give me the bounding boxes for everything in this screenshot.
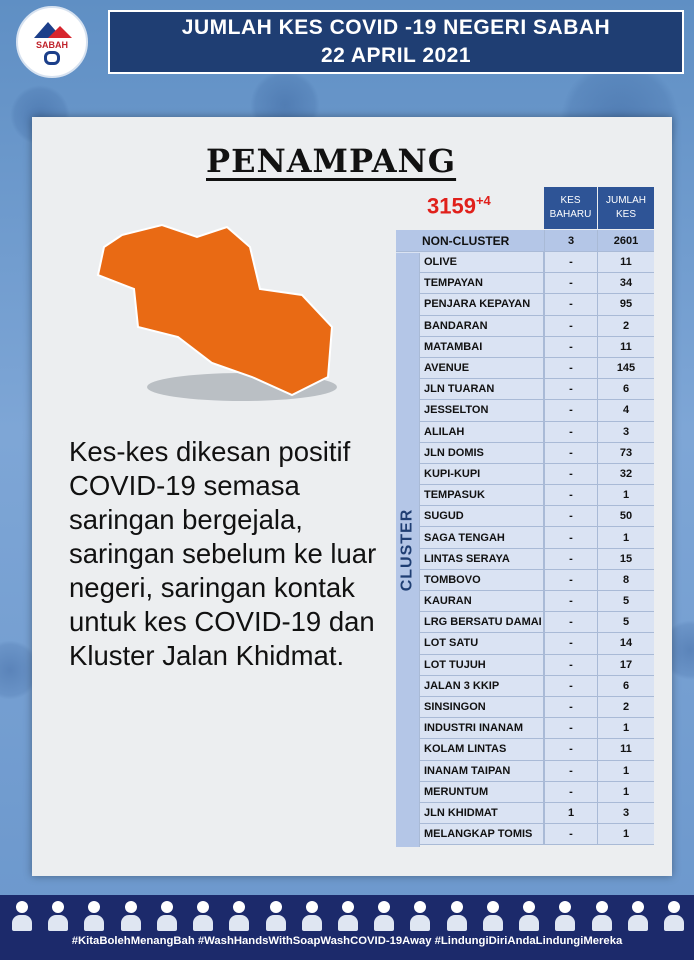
mountain-icon (30, 20, 74, 40)
frontliner-person-icon (370, 899, 398, 933)
new-cases: - (544, 379, 597, 399)
title-banner (108, 10, 684, 74)
table-row (396, 697, 654, 718)
total-cases-cell: 14 (597, 633, 654, 653)
column-header-kes-baharu: KES BAHARU (544, 187, 597, 229)
total-cases-cell: 11 (597, 252, 654, 272)
table-row (396, 824, 654, 845)
main-panel (32, 117, 672, 876)
footer-banner (0, 895, 694, 960)
cluster-name: MELANGKAP TOMIS (396, 824, 544, 844)
cluster-name: BANDARAN (396, 316, 544, 336)
cluster-name: SAGA TENGAH (396, 527, 544, 547)
total-cases-cell: 2 (597, 316, 654, 336)
frontliner-person-icon (479, 899, 507, 933)
new-cases: - (544, 400, 597, 420)
total-cases-cell: 3 (597, 422, 654, 442)
frontliner-person-icon (189, 899, 217, 933)
table-row (396, 252, 654, 273)
table-row (396, 464, 654, 485)
table-row (396, 633, 654, 654)
new-cases: - (544, 824, 597, 844)
cluster-name: KUPI-KUPI (396, 464, 544, 484)
cluster-name: MATAMBAI (396, 337, 544, 357)
frontliner-person-icon (8, 899, 36, 933)
total-cases-cell: 17 (597, 655, 654, 675)
table-row (396, 739, 654, 760)
table-row (396, 718, 654, 739)
frontliner-person-icon (588, 899, 616, 933)
frontliner-person-icon (262, 899, 290, 933)
hashtags: #KitaBolehMenangBah #WashHandsWithSoapWashCOVID-19Away #LindungiDiriAndaLindungiMereka (71, 935, 623, 947)
cluster-name: KAURAN (396, 591, 544, 611)
logo-emblem-icon (44, 51, 60, 65)
total-cases-cell: 15 (597, 549, 654, 569)
cluster-name: KOLAM LINTAS (396, 739, 544, 759)
cluster-name: TEMPASUK (396, 485, 544, 505)
frontliner-person-icon (153, 899, 181, 933)
table-row (396, 358, 654, 379)
table-row (396, 527, 654, 548)
table-row (396, 485, 654, 506)
total-cases-cell: 1 (597, 761, 654, 781)
table-row (396, 294, 654, 315)
new-cases: - (544, 506, 597, 526)
table-row (396, 337, 654, 358)
total-cases-cell: 1 (597, 782, 654, 802)
table-row (396, 612, 654, 633)
cluster-name: TOMBOVO (396, 570, 544, 590)
cluster-name: JLN TUARAN (396, 379, 544, 399)
table-row (396, 422, 654, 443)
frontliner-person-icon (225, 899, 253, 933)
total-cases-cell: 73 (597, 443, 654, 463)
page-title: JUMLAH KES COVID -19 NEGERI SABAH (181, 16, 611, 39)
total-cases-cell: 34 (597, 273, 654, 293)
new-cases: 3 (544, 230, 597, 251)
new-cases: - (544, 591, 597, 611)
frontliner-person-icon (624, 899, 652, 933)
cluster-name: SUGUD (396, 506, 544, 526)
cluster-name: INANAM TAIPAN (396, 761, 544, 781)
frontliner-person-icon (334, 899, 362, 933)
column-header-jumlah-kes: JUMLAH KES (598, 187, 654, 229)
cluster-name: LRG BERSATU DAMAI (396, 612, 544, 632)
cluster-name: LOT TUJUH (396, 655, 544, 675)
cluster-label: CLUSTER (398, 508, 416, 592)
cluster-name: PENJARA KEPAYAN (396, 294, 544, 314)
table-row (396, 676, 654, 697)
total-cases-cell: 4 (597, 400, 654, 420)
total-cases-cell: 8 (597, 570, 654, 590)
cluster-name: JLN KHIDMAT (396, 803, 544, 823)
total-cases-cell: 6 (597, 676, 654, 696)
new-cases: - (544, 676, 597, 696)
total-cases-cell: 1 (597, 485, 654, 505)
table-row (396, 549, 654, 570)
new-cases: - (544, 464, 597, 484)
new-cases: - (544, 655, 597, 675)
new-cases: - (544, 527, 597, 547)
cluster-name: JLN DOMIS (396, 443, 544, 463)
frontliner-icons (8, 899, 688, 935)
district-title: PENAMPANG (206, 142, 457, 180)
new-cases: - (544, 485, 597, 505)
cluster-name: OLIVE (396, 252, 544, 272)
total-cases-cell: 1 (597, 718, 654, 738)
total-cases-cell: 2601 (597, 230, 654, 251)
new-cases: - (544, 294, 597, 314)
table-row (396, 506, 654, 527)
frontliner-person-icon (515, 899, 543, 933)
cluster-name: LINTAS SERAYA (396, 549, 544, 569)
frontliner-person-icon (117, 899, 145, 933)
new-cases: - (544, 358, 597, 378)
table-row (396, 761, 654, 782)
table-row (396, 591, 654, 612)
new-cases: - (544, 273, 597, 293)
cluster-name: SINSINGON (396, 697, 544, 717)
new-cases: - (544, 316, 597, 336)
new-cases: - (544, 697, 597, 717)
new-cases: - (544, 761, 597, 781)
new-cases: - (544, 718, 597, 738)
table-row (396, 316, 654, 337)
total-cases-cell: 6 (597, 379, 654, 399)
table-row (396, 782, 654, 803)
cluster-name: MERUNTUM (396, 782, 544, 802)
frontliner-person-icon (406, 899, 434, 933)
total-cases-cell: 2 (597, 697, 654, 717)
total-cases-cell: 5 (597, 591, 654, 611)
new-cases: - (544, 782, 597, 802)
table-row (396, 570, 654, 591)
cluster-name: JALAN 3 KKIP (396, 676, 544, 696)
total-cases-cell: 5 (597, 612, 654, 632)
cluster-name: TEMPAYAN (396, 273, 544, 293)
total-cases-cell: 11 (597, 337, 654, 357)
frontliner-person-icon (443, 899, 471, 933)
frontliner-person-icon (298, 899, 326, 933)
cluster-name: AVENUE (396, 358, 544, 378)
logo-text: SABAH (35, 39, 68, 50)
total-cases-cell: 95 (597, 294, 654, 314)
new-cases: - (544, 443, 597, 463)
new-cases: 1 (544, 803, 597, 823)
new-cases: - (544, 252, 597, 272)
table-row-non-cluster (396, 230, 654, 252)
total-new-cases: +4 (475, 193, 491, 208)
total-cases-cell: 3 (597, 803, 654, 823)
description-text: Kes-kes dikesan positif COVID-19 semasa saringan bergejala, saringan sebelum ke luar negeri, saringan kontak untuk kes COVID-19 dan Kluster Jalan Khidmat. (69, 436, 377, 671)
total-cases-cell: 1 (597, 824, 654, 844)
total-cases-cell: 1 (597, 527, 654, 547)
cluster-name: LOT SATU (396, 633, 544, 653)
total-cases-cell: 11 (597, 739, 654, 759)
total-cases-cell: 50 (597, 506, 654, 526)
table-row (396, 379, 654, 400)
table-row (396, 655, 654, 676)
new-cases: - (544, 570, 597, 590)
table-row (396, 400, 654, 421)
frontliner-person-icon (44, 899, 72, 933)
sabah-logo (16, 6, 88, 78)
cluster-label-bar (396, 253, 420, 847)
case-table (396, 230, 654, 845)
total-cases (427, 193, 491, 219)
new-cases: - (544, 739, 597, 759)
table-row (396, 273, 654, 294)
new-cases: - (544, 337, 597, 357)
new-cases: - (544, 422, 597, 442)
frontliner-person-icon (80, 899, 108, 933)
cluster-name: ALILAH (396, 422, 544, 442)
cluster-name: INDUSTRI INANAM (396, 718, 544, 738)
district-map-icon (92, 217, 342, 417)
cluster-name: NON-CLUSTER (422, 233, 510, 248)
table-row (396, 443, 654, 464)
total-value: 3159 (427, 193, 476, 219)
new-cases: - (544, 549, 597, 569)
page-date: 22 APRIL 2021 (320, 44, 472, 67)
table-row (396, 803, 654, 824)
frontliner-person-icon (551, 899, 579, 933)
new-cases: - (544, 612, 597, 632)
frontliner-person-icon (660, 899, 688, 933)
total-cases-cell: 145 (597, 358, 654, 378)
total-cases-cell: 32 (597, 464, 654, 484)
new-cases: - (544, 633, 597, 653)
cluster-name: JESSELTON (396, 400, 544, 420)
